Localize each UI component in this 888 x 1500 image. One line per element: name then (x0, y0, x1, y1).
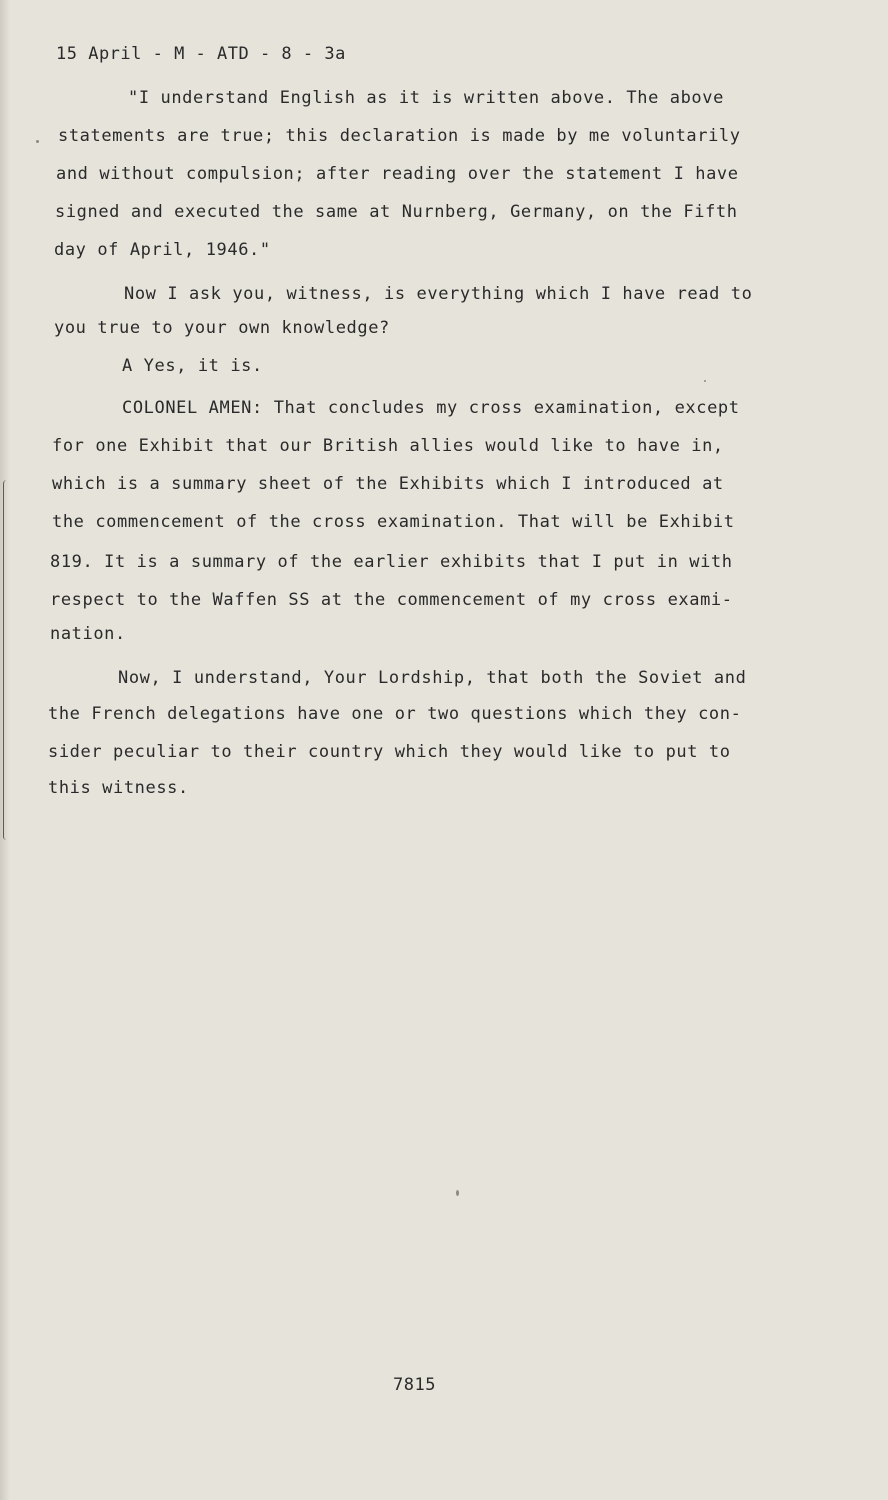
page-number: 7815 (393, 1375, 436, 1395)
paper-tear (3, 480, 10, 840)
text-line: the French delegations have one or two questions which they con- (48, 704, 742, 724)
page-header: 15 April - M - ATD - 8 - 3a (56, 44, 346, 64)
text-line: sider peculiar to their country which they would like to put to (48, 742, 731, 762)
text-line: this witness. (48, 778, 189, 798)
text-line: nation. (50, 624, 126, 644)
text-line: statements are true; this declaration is made by me voluntarily (58, 126, 741, 146)
text-line: Now I ask you, witness, is everything which I have read to (124, 284, 753, 304)
text-line: which is a summary sheet of the Exhibits which I introduced at (52, 474, 724, 494)
text-line: signed and executed the same at Nurnberg, Germany, on the Fifth (55, 202, 738, 222)
text-line: 819. It is a summary of the earlier exhibits that I put in with (50, 552, 733, 572)
text-line: day of April, 1946." (54, 240, 271, 260)
text-line: you true to your own knowledge? (54, 318, 390, 338)
text-line: "I understand English as it is written above. The above (128, 88, 724, 108)
paper-speck (704, 380, 706, 382)
text-line: A Yes, it is. (122, 356, 263, 376)
paper-speck (456, 1190, 459, 1196)
text-line: Now, I understand, Your Lordship, that both the Soviet and (118, 668, 747, 688)
text-line: for one Exhibit that our British allies would like to have in, (52, 436, 724, 456)
text-line: respect to the Waffen SS at the commencement of my cross exami- (50, 590, 733, 610)
text-line: COLONEL AMEN: That concludes my cross examination, except (122, 398, 740, 418)
text-line: the commencement of the cross examination. That will be Exhibit (52, 512, 735, 532)
paper-speck (36, 140, 39, 143)
text-line: and without compulsion; after reading over the statement I have (56, 164, 739, 184)
